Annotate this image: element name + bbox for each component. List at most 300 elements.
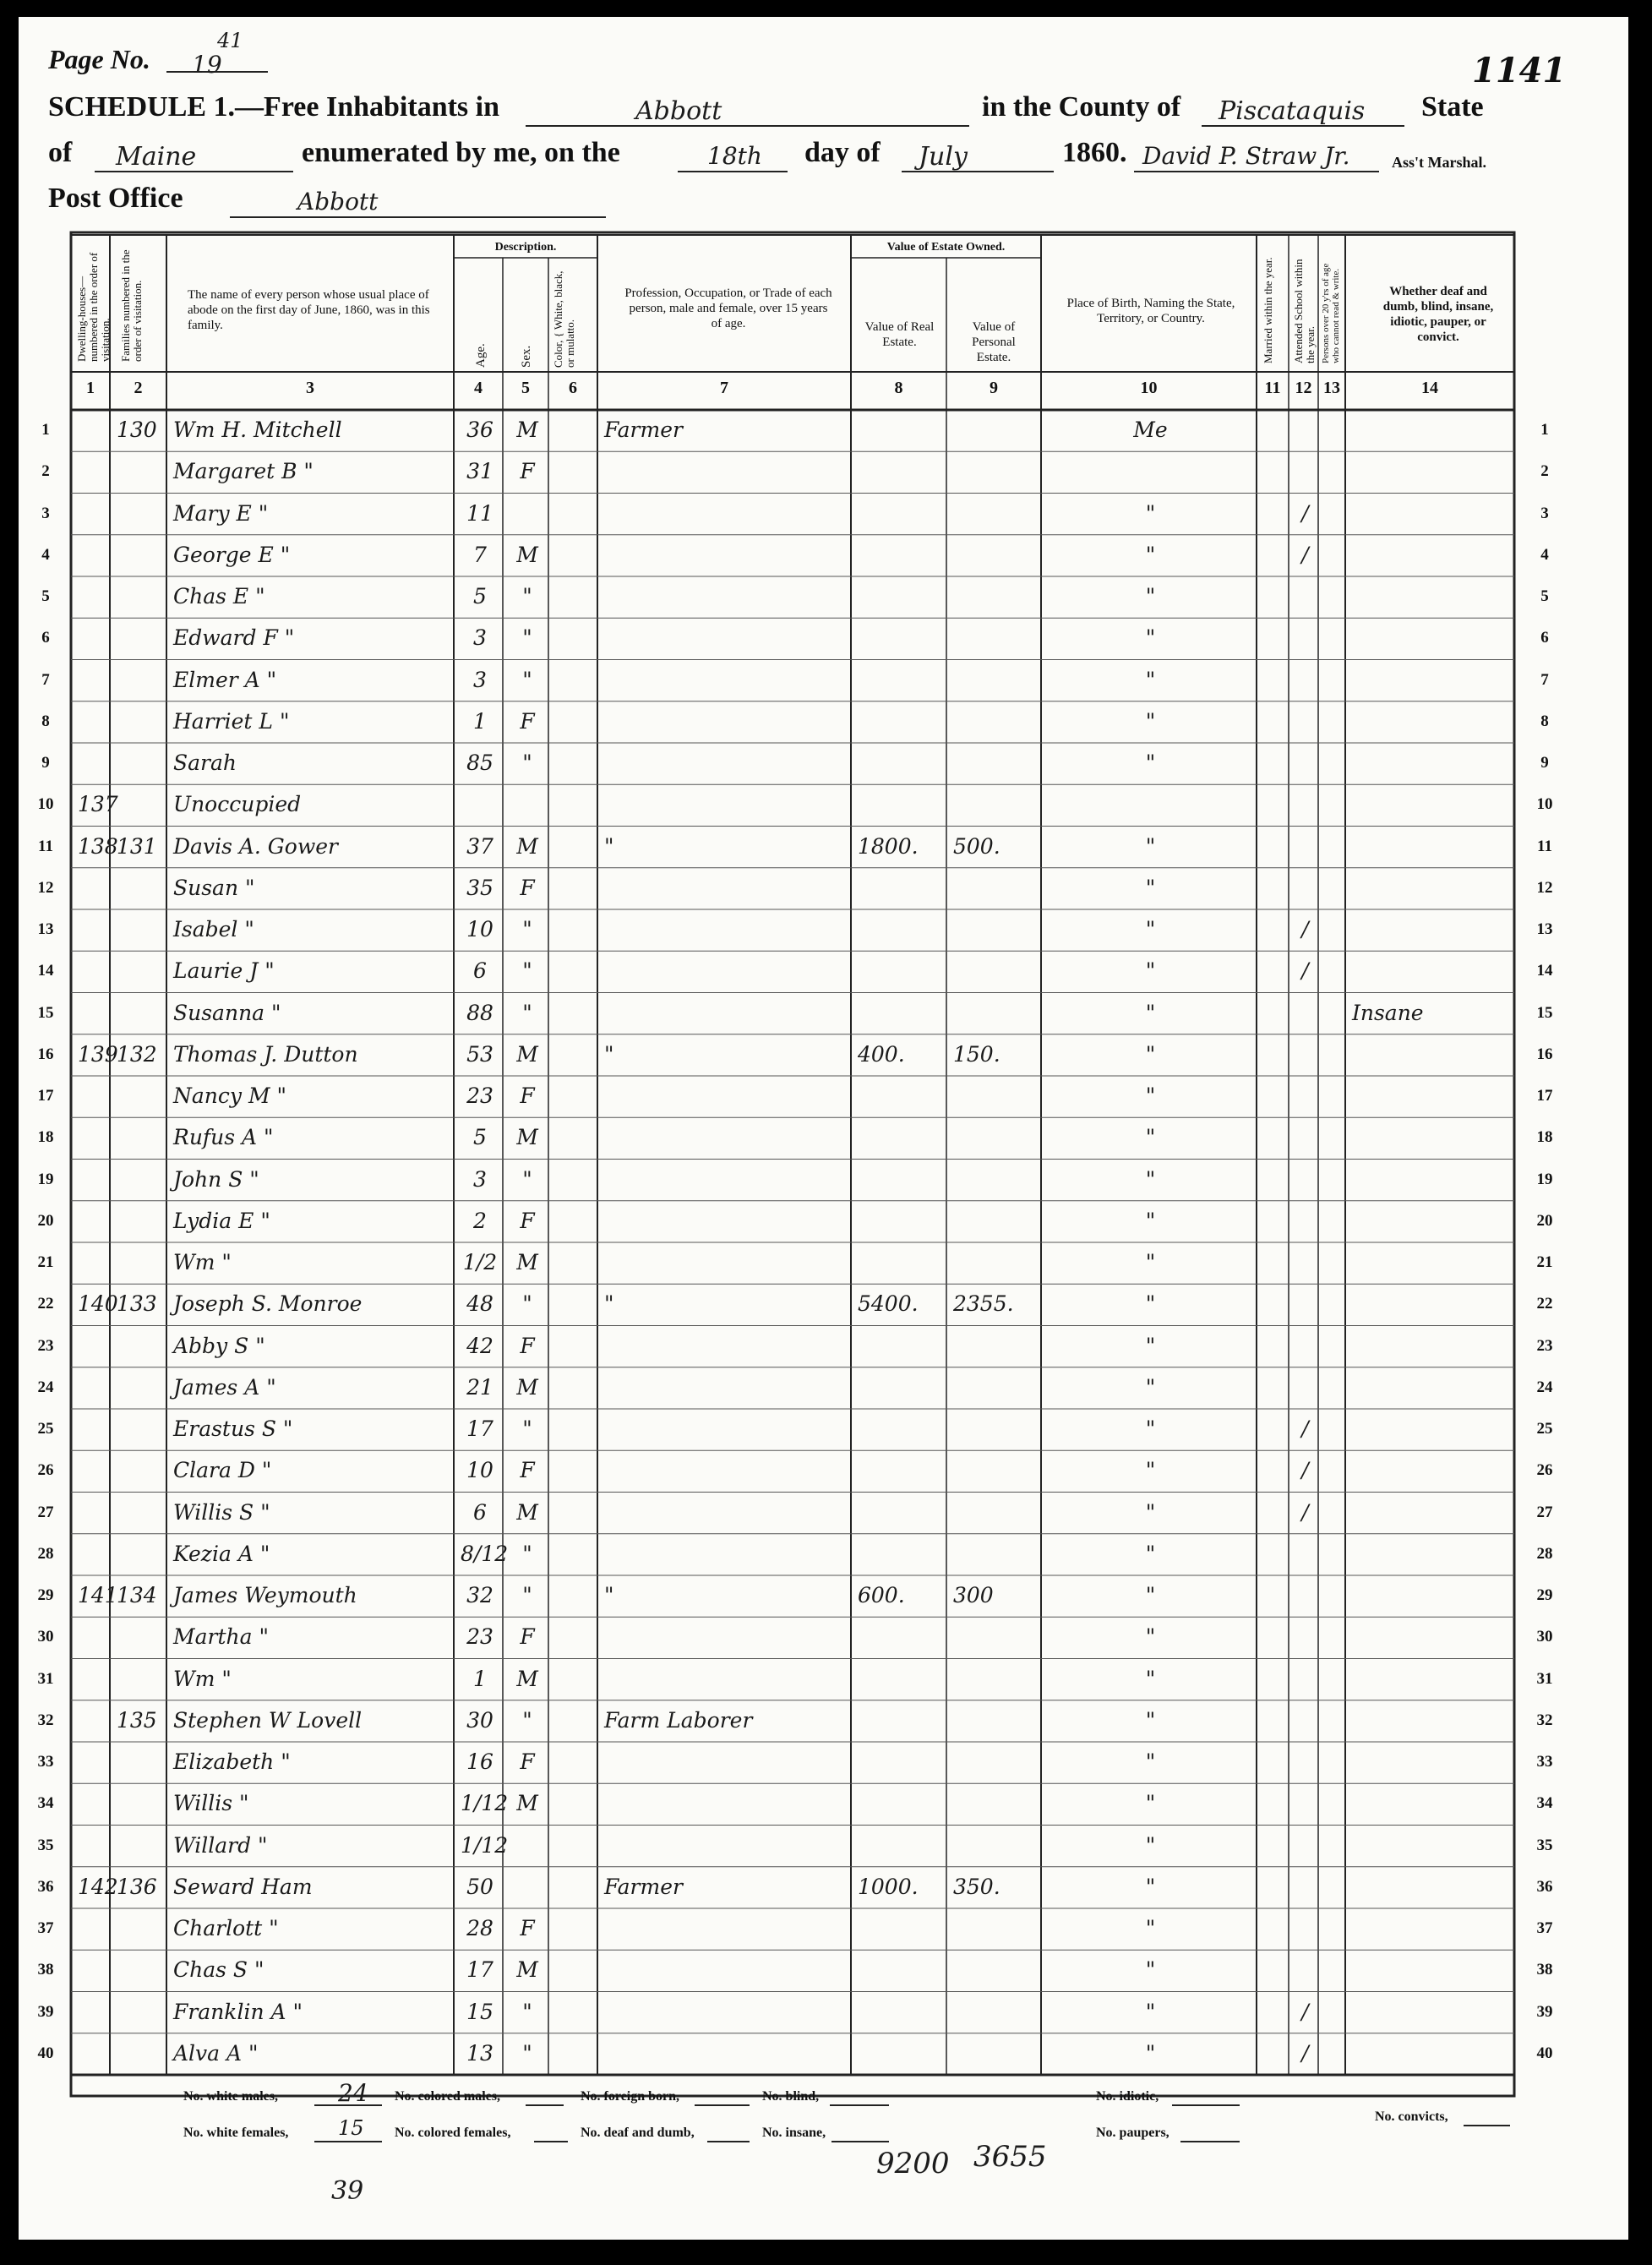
cell-name: Willis " [173,1791,249,1816]
cell-birth: " [1145,1749,1156,1774]
row-number: 7 [41,670,50,689]
cell-birth: " [1145,1957,1156,1983]
cell-birth: " [1145,1791,1156,1816]
cell-age: 21 [466,1374,493,1400]
cell-school: / [1301,1458,1309,1483]
cell-birth: " [1145,1041,1156,1067]
cell-birth: " [1145,875,1156,900]
cell-age: 35 [466,875,493,900]
cell-name: Seward Ham [173,1874,313,1899]
column-number: 13 [1323,379,1340,397]
row-number: 16 [1536,1045,1553,1063]
cell-birth: " [1145,1208,1156,1233]
column-number: 14 [1421,379,1438,397]
header-name: The name of every person whose usual place of abode on the first day of June, 1860, was in this family. [188,288,430,332]
cell-name: Joseph S. Monroe [173,1291,363,1317]
cell-birth: " [1145,1333,1156,1358]
cell-school: / [1301,1999,1309,2024]
cell-sex: M [516,833,538,859]
column-number: 9 [990,379,998,397]
row-number: 2 [1540,462,1549,481]
cell-age: 3 [473,667,487,692]
county: Piscataquis [1219,96,1366,126]
colored-males-line [526,2104,564,2106]
row-number: 11 [1537,837,1552,855]
day-of-label: day of [804,137,881,168]
column-number: 1 [86,379,95,397]
white-males-value: 24 [338,2079,368,2107]
cell-name: Nancy M " [173,1083,286,1108]
post-office-label: Post Office [48,183,183,214]
row-number: 4 [1540,545,1549,564]
header-illiterate: Persons over 20 y'rs of age who cannot read & write. [1321,263,1341,363]
cell-name: Wm H. Mitchell [173,418,342,442]
row-number: 19 [37,1170,54,1188]
row-number: 33 [1536,1753,1553,1771]
cell-sex: " [522,667,532,692]
cell-name: Harriet L " [173,708,290,734]
row-number: 33 [37,1753,54,1771]
cell-birth: " [1145,1541,1156,1566]
cell-name: Clara D " [173,1458,272,1483]
row-number: 8 [1540,712,1549,730]
cell-birth: " [1145,833,1156,859]
colored-females-line [534,2141,568,2142]
cell-sex: F [520,1624,535,1650]
cell-sex: " [522,1583,532,1607]
cell-name: Lydia E " [173,1208,270,1233]
cell-age: 1/12 [461,1791,509,1816]
row-number: 1 [1540,421,1549,439]
cell-name: Isabel " [173,917,254,941]
column-number: 7 [720,379,728,397]
cell-birth: " [1145,667,1156,692]
total-real-estate: 9200 [876,2147,950,2180]
cell-sex: " [522,958,532,984]
row-number: 14 [37,962,54,980]
cell-sex: " [522,2040,532,2066]
cell-name: Laurie J " [173,958,275,984]
cell-occupation: " [604,1583,614,1607]
cell-age: 8/12 [461,1541,509,1566]
cell-birth: " [1145,708,1156,734]
header-occupation: Profession, Occupation, or Trade of each person, male and female, over 15 years of age. [624,287,832,330]
header-school: Attended School within the year. [1292,259,1317,363]
month: July [919,142,968,172]
cell-sex: M [516,542,538,567]
cell-sex: F [520,459,535,484]
column-number: 6 [569,379,577,397]
cell-birth: " [1145,1083,1156,1108]
row-number: 13 [1536,920,1553,938]
row-number: 23 [37,1336,54,1355]
cell-name: John S " [173,1166,259,1192]
white-females-line [314,2141,382,2142]
row-number: 5 [41,587,50,605]
row-number: 27 [37,1503,54,1521]
state-label: State [1421,91,1484,123]
row-number: 16 [37,1045,54,1063]
cell-name: Elizabeth " [173,1749,291,1774]
cell-birth: " [1145,542,1156,567]
cell-sex: F [520,875,535,900]
row-number: 32 [37,1711,54,1729]
cell-sex: " [522,584,532,609]
cell-name: Franklin A " [173,1999,303,2024]
row-number: 5 [1540,587,1549,605]
row-number: 12 [37,878,54,897]
insane-line [831,2141,889,2142]
cell-occupation: Farm Laborer [604,1707,753,1733]
header-color: Color, { White, black, or mulatto. [552,270,576,368]
cell-school: / [1301,1416,1309,1441]
cell-dwelling: 140 [78,1291,118,1317]
row-number: 10 [1536,795,1553,814]
cell-family: 134 [117,1583,157,1607]
cell-name: Kezia A " [173,1541,270,1566]
row-number: 13 [37,920,54,938]
town: Abbott [635,96,722,126]
colored-males-label: No. colored males, [395,2089,501,2104]
cell-real: 600. [858,1583,905,1607]
header-condition: Whether deaf and dumb, blind, insane, idiotic, pauper, or convict. [1382,285,1494,344]
cell-name: Charlott " [173,1916,279,1940]
cell-age: 17 [466,1957,493,1983]
row-number: 23 [1536,1336,1553,1355]
cell-name: Sarah [173,750,237,775]
cell-birth: " [1145,750,1156,775]
row-number: 32 [1536,1711,1553,1729]
cell-sex: F [520,1916,535,1940]
row-number: 36 [37,1877,54,1896]
row-number: 4 [41,545,50,564]
row-number: 9 [1540,754,1549,772]
row-number: 30 [37,1628,54,1646]
cell-personal: 2355. [953,1291,1014,1317]
cell-sex: " [522,1000,532,1025]
cell-age: 17 [466,1416,493,1441]
cell-name: Susanna " [173,1000,281,1025]
column-number: 12 [1295,379,1312,397]
cell-name: Wm " [173,1666,232,1691]
cell-family: 133 [117,1291,157,1317]
row-number: 39 [37,2002,54,2021]
cell-sex: " [522,1166,532,1192]
insane-label: No. insane, [762,2126,826,2140]
cell-age: 50 [466,1874,493,1899]
cell-birth: " [1145,1125,1156,1150]
cell-age: 31 [466,459,493,484]
cell-birth: " [1145,1291,1156,1317]
cell-occupation: " [604,1291,614,1317]
foreign-born-line [695,2104,750,2106]
cell-dwelling: 139 [78,1041,118,1067]
paupers-label: No. paupers, [1096,2126,1169,2140]
cell-name: James Weymouth [173,1583,357,1607]
page-number: 19 [192,51,222,79]
census-page [19,17,1628,2240]
cell-birth: " [1145,2040,1156,2066]
header-dwelling: Dwelling-houses—numbered in the order of visitation. [75,252,112,362]
row-number: 34 [37,1794,54,1813]
column-number: 4 [474,379,483,397]
cell-age: 6 [473,1499,487,1525]
header-age: Age. [474,343,488,368]
row-number: 38 [37,1961,54,1979]
column-number: 10 [1140,379,1158,397]
cell-name: Martha " [173,1624,269,1650]
row-number: 28 [37,1544,54,1563]
cell-name: Abby S " [173,1333,265,1358]
cell-dwelling: 138 [78,833,118,859]
cell-birth: " [1145,1707,1156,1733]
cell-age: 37 [466,833,493,859]
cell-school: / [1301,500,1309,526]
enum-label: enumerated by me, on the [302,137,620,168]
cell-birth: " [1145,917,1156,941]
cell-sex: " [522,1416,532,1441]
row-number: 20 [1536,1211,1553,1230]
colored-females-label: No. colored females, [395,2126,511,2140]
row-number: 25 [37,1420,54,1438]
cell-age: 30 [466,1707,493,1733]
cell-family: 132 [117,1041,157,1067]
cell-personal: 500. [953,833,1000,859]
cell-occupation: Farmer [604,1874,683,1899]
cell-family: 136 [117,1874,157,1899]
cell-age: 16 [466,1749,493,1774]
cell-name: Chas E " [173,584,265,609]
cell-occupation: Farmer [604,418,683,442]
cell-birth: " [1145,1916,1156,1940]
cell-birth: " [1145,584,1156,609]
cell-sex: M [516,418,538,442]
foreign-born-label: No. foreign born, [581,2089,680,2104]
page-number-label: Page No. [48,44,150,74]
cell-age: 1/12 [461,1832,509,1858]
cell-age: 3 [473,625,487,651]
cell-age: 85 [466,750,493,775]
cell-name: Willard " [173,1832,268,1858]
row-number: 21 [37,1253,54,1271]
cell-name: George E " [173,542,291,567]
cell-sex: M [516,1250,538,1274]
header-birthplace: Place of Birth, Naming the State, Territory, or Country. [1066,297,1235,325]
row-number: 21 [1536,1253,1553,1271]
row-number: 39 [1536,2002,1553,2021]
cell-name: Thomas J. Dutton [173,1041,358,1067]
deaf-dumb-line [707,2141,750,2142]
day: 18th [707,142,762,170]
cell-school: / [1301,2040,1309,2066]
cell-birth: " [1145,1874,1156,1899]
cell-sex: " [522,1999,532,2024]
cell-sex: " [522,917,532,941]
white-males-label: No. white males, [183,2089,278,2104]
cell-age: 3 [473,1166,487,1192]
row-number: 17 [1536,1087,1553,1105]
cell-real: 5400. [858,1291,919,1317]
cell-sex: F [520,708,535,734]
cell-name: Wm " [173,1250,232,1274]
year: 1860. [1062,137,1127,168]
cell-name: Elmer A " [173,667,277,692]
cell-name: Unoccupied [173,792,302,817]
row-number: 15 [37,1003,54,1022]
row-number: 14 [1536,962,1553,980]
row-number: 27 [1536,1503,1553,1521]
row-number: 26 [1536,1461,1553,1480]
cell-birth: " [1145,1000,1156,1025]
cell-name: Rufus A " [173,1125,274,1150]
cell-condition: Insane [1352,1000,1424,1025]
row-number: 15 [1536,1003,1553,1022]
row-number: 7 [1540,670,1549,689]
cell-birth: " [1145,1666,1156,1691]
cell-birth: " [1145,1250,1156,1274]
cell-sex: " [522,1291,532,1317]
row-number: 29 [1536,1586,1553,1604]
cell-age: 11 [466,500,493,526]
cell-age: 7 [473,542,487,567]
cell-sex: " [522,1707,532,1733]
cell-real: 400. [858,1041,905,1067]
cell-birth: Me [1133,418,1168,442]
cell-name: Davis A. Gower [173,833,338,859]
cell-school: / [1301,1499,1309,1525]
row-number: 40 [1536,2044,1553,2062]
header-estate: Value of Estate Owned. [886,241,1006,254]
row-number: 8 [41,712,50,730]
white-females-label: No. white females, [183,2126,289,2140]
row-number: 18 [1536,1128,1553,1147]
blind-label: No. blind, [762,2089,820,2104]
total-personal-estate: 3655 [973,2140,1047,2174]
post-office: Abbott [297,188,379,216]
cell-name: James A " [173,1374,276,1400]
deaf-dumb-label: No. deaf and dumb, [581,2126,695,2140]
cell-sex: M [516,1957,538,1983]
cell-family: 130 [117,418,157,442]
cell-real: 1000. [858,1874,919,1899]
cell-sex: F [520,1749,535,1774]
row-number: 29 [37,1586,54,1604]
row-number: 28 [1536,1544,1553,1563]
cell-sex: " [522,750,532,775]
schedule-title: SCHEDULE 1.—Free Inhabitants in [48,91,500,123]
cell-birth: " [1145,958,1156,984]
row-number: 22 [1536,1295,1553,1313]
cell-dwelling: 141 [78,1583,118,1607]
column-number: 5 [521,379,530,397]
cell-birth: " [1145,1458,1156,1483]
row-number: 24 [37,1378,54,1396]
cell-birth: " [1145,1999,1156,2024]
cell-age: 1 [473,1666,487,1691]
cell-sex: " [522,625,532,651]
cell-age: 42 [466,1333,493,1358]
cell-school: / [1301,958,1309,984]
row-number: 3 [1540,504,1549,522]
row-number: 17 [37,1087,54,1105]
cell-sex: M [516,1499,538,1525]
cell-age: 6 [473,958,487,984]
paupers-line [1180,2141,1240,2142]
row-number: 18 [37,1128,54,1147]
cell-age: 10 [466,917,493,941]
row-number: 25 [1536,1420,1553,1438]
cell-age: 2 [473,1208,487,1233]
convicts-label: No. convicts, [1375,2109,1448,2124]
page-number-above: 41 [217,29,243,52]
cell-name: Alva A " [173,2040,259,2066]
row-number: 35 [1536,1836,1553,1854]
cell-sex: " [522,1541,532,1566]
cell-age: 13 [466,2040,493,2066]
row-number: 19 [1536,1170,1553,1188]
row-number: 36 [1536,1877,1553,1896]
cell-sex: M [516,1041,538,1067]
cell-birth: " [1145,1166,1156,1192]
cell-age: 23 [466,1083,493,1108]
tally-mark: 39 [331,2176,364,2206]
row-number: 31 [1536,1669,1553,1688]
cell-personal: 350. [953,1874,1000,1899]
cell-birth: " [1145,1832,1156,1858]
cell-family: 131 [117,833,157,859]
row-number: 40 [37,2044,54,2062]
header-description: Description. [494,241,557,254]
idiotic-label: No. idiotic, [1096,2089,1159,2104]
row-number: 11 [38,837,53,855]
cell-age: 10 [466,1458,493,1483]
state: Maine [116,142,197,172]
column-number: 8 [894,379,903,397]
cell-sex: F [520,1458,535,1483]
row-number: 31 [37,1669,54,1688]
row-number: 30 [1536,1628,1553,1646]
cell-birth: " [1145,1374,1156,1400]
header-family: Families numbered in the order of visitation. [119,249,144,362]
cell-age: 1 [473,708,487,734]
column-number: 11 [1264,379,1281,397]
cell-birth: " [1145,1583,1156,1607]
cell-age: 32 [466,1583,493,1607]
cell-age: 53 [466,1041,493,1067]
cell-birth: " [1145,500,1156,526]
blind-line [830,2104,889,2106]
row-number: 20 [37,1211,54,1230]
cell-school: / [1301,917,1309,941]
cell-real: 1800. [858,833,919,859]
column-number: 3 [306,379,314,397]
row-number: 22 [37,1295,54,1313]
row-number: 35 [37,1836,54,1854]
cell-name: Susan " [173,875,255,900]
cell-birth: " [1145,1416,1156,1441]
cell-age: 1/2 [462,1250,498,1274]
cell-sex: M [516,1374,538,1400]
header-real-estate: Value of Real Estate. [864,320,935,349]
cell-birth: " [1145,1499,1156,1525]
cell-age: 5 [473,1125,487,1150]
row-number: 6 [41,629,50,647]
corner-stamp: 1141 [1472,51,1567,90]
cell-personal: 300 [953,1583,994,1607]
cell-age: 5 [473,584,487,609]
of-label: of [48,137,73,168]
cell-name: Willis S " [173,1499,270,1525]
